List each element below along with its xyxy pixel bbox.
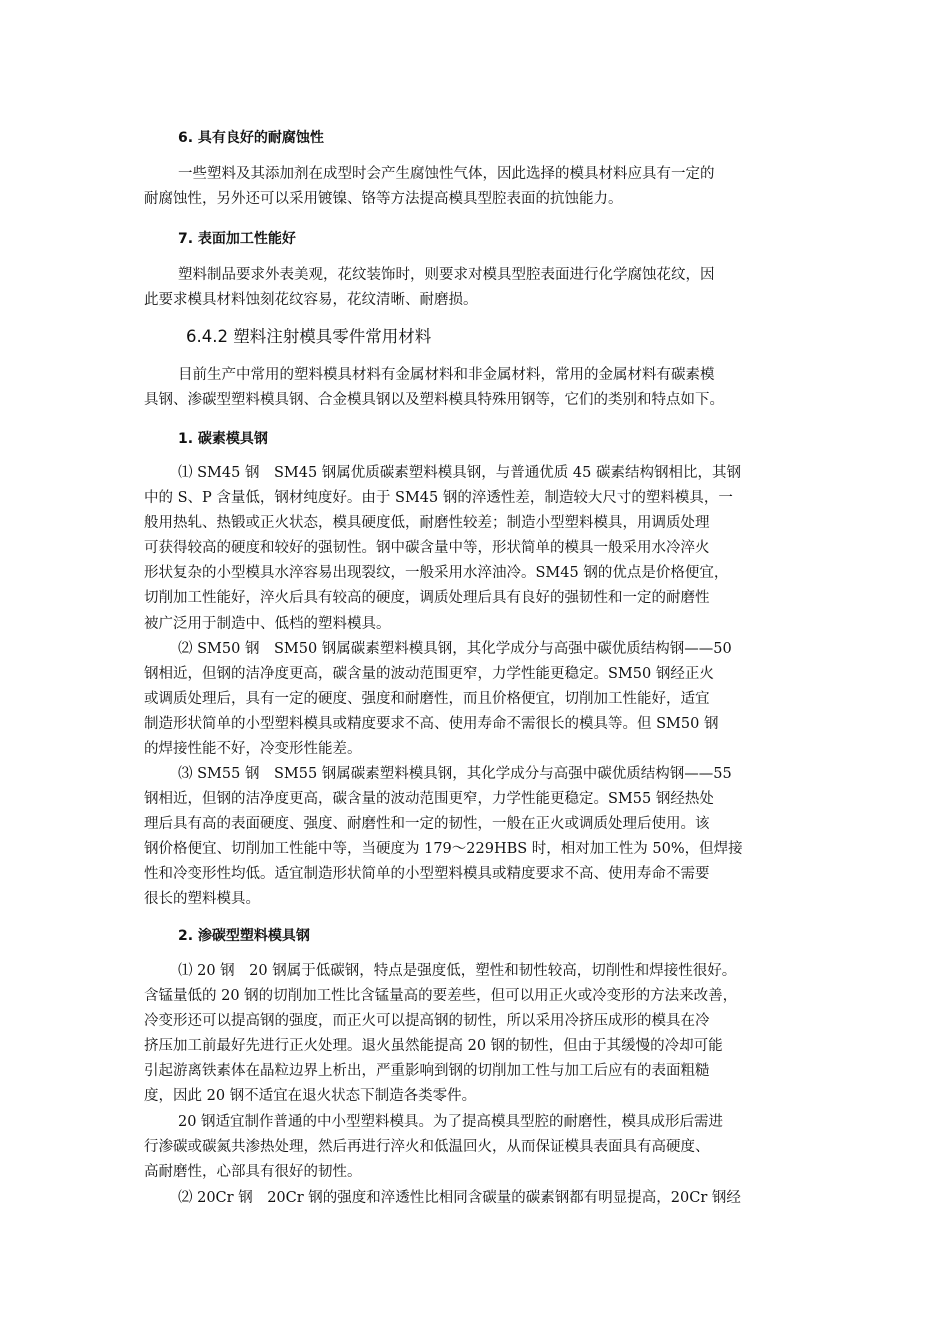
text-line: 被广泛用于制造中、低档的塑料模具。 (144, 615, 391, 632)
heading-surface-machinability: 7. 表面加工性能好 (178, 231, 296, 247)
text-line: 具钢、渗碳型塑料模具钢、合金模具钢以及塑料模具特殊用钢等，它们的类别和特点如下。 (144, 392, 724, 409)
text-line: 20 钢适宜制作普通的中小型塑料模具。为了提高模具型腔的耐磨性，模具成形后需进 (178, 1114, 724, 1130)
heading-carbon-steel: 1. 碳素模具钢 (178, 431, 268, 447)
text-line: 制造形状简单的小型塑料模具或精度要求不高、使用寿命不需很长的模具等。但 SM50 钢 (144, 716, 719, 733)
heading-corrosion-resistance: 6. 具有良好的耐腐蚀性 (178, 130, 324, 146)
text-line: 钢价格便宜、切削加工性能中等，当硬度为 179～229HBS 时，相对加工性为 50%，但焊接 (144, 841, 743, 858)
text-line: 度，因此 20 钢不适宜在退火状态下制造各类零件。 (144, 1088, 477, 1105)
text-line: 中的 S、P 含量低，钢材纯度好。由于 SM45 钢的淬透性差，制造较大尺寸的塑料模具，一 (144, 490, 733, 507)
text-line: 的焊接性能不好，冷变形性能差。 (144, 741, 362, 758)
paragraph-sm50 (144, 637, 824, 762)
text-line: ⑴ 20 钢 20 钢属于低碳钢，特点是强度低，塑性和韧性较高，切削性和焊接性很好。 (178, 963, 737, 979)
paragraph-20-steel-use (144, 1110, 824, 1185)
text-line: ⑴ SM45 钢 SM45 钢属优质碳素塑料模具钢，与普通优质 45 碳素结构钢相比，其钢 (178, 465, 741, 481)
text-line: 含锰量低的 20 钢的切削加工性比含锰量高的要差些，但可以用正火或冷变形的方法来改善， (144, 988, 738, 1005)
text-line: 切削加工性能好，淬火后具有较高的硬度，调质处理后具有良好的强韧性和一定的耐磨性 (144, 590, 710, 607)
text-line: 此要求模具材料蚀刻花纹容易，花纹清晰、耐磨损。 (144, 292, 478, 309)
text-line: ⑵ SM50 钢 SM50 钢属碳素塑料模具钢，其化学成分与高强中碳优质结构钢——50 (178, 641, 732, 657)
text-line: 般用热轧、热锻或正火状态，模具硬度低，耐磨性较差；制造小型塑料模具，用调质处理 (144, 515, 710, 532)
text-line: 理后具有高的表面硬度、强度、耐磨性和一定的韧性，一般在正火或调质处理后使用。该 (144, 816, 710, 833)
text-line: 冷变形还可以提高钢的强度，而正火可以提高钢的韧性，所以采用冷挤压成形的模具在冷 (144, 1013, 710, 1030)
text-line: 钢相近，但钢的洁净度更高，碳含量的波动范围更窄，力学性能更稳定。SM55 钢经热处 (144, 791, 714, 808)
paragraph-surface (144, 263, 824, 313)
text-line: 耐腐蚀性，另外还可以采用镀镍、铬等方法提高模具型腔表面的抗蚀能力。 (144, 191, 623, 208)
text-line: 塑料制品要求外表美观，花纹装饰时，则要求对模具型腔表面进行化学腐蚀花纹，因 (178, 267, 715, 283)
paragraph-sm55 (144, 762, 824, 913)
text-line: 性和冷变形性均低。适宜制造形状简单的小型塑料模具或精度要求不高、使用寿命不需要 (144, 866, 710, 883)
heading-carburizing-steel: 2. 渗碳型塑料模具钢 (178, 928, 310, 944)
text-line: 很长的塑料模具。 (144, 891, 260, 908)
text-line: 高耐磨性，心部具有很好的韧性。 (144, 1164, 362, 1181)
text-line: 钢相近，但钢的洁净度更高，碳含量的波动范围更窄，力学性能更稳定。SM50 钢经正火 (144, 666, 714, 683)
text-line: 引起游离铁素体在晶粒边界上析出，严重影响到钢的切削加工性与加工后应有的表面粗糙 (144, 1063, 710, 1080)
text-line: 可获得较高的硬度和较好的强韧性。钢中碳含量中等，形状简单的模具一般采用水冷淬火 (144, 540, 710, 557)
text-line: ⑵ 20Cr 钢 20Cr 钢的强度和淬透性比相同含碳量的碳素钢都有明显提高，20Cr 钢经 (178, 1190, 741, 1206)
paragraph-20cr-steel (144, 1186, 824, 1211)
paragraph-corrosion (144, 162, 824, 212)
section-title: 6.4.2 塑料注射模具零件常用材料 (186, 327, 432, 346)
text-line: 挤压加工前最好先进行正火处理。退火虽然能提高 20 钢的韧性，但由于其缓慢的冷却可能 (144, 1038, 723, 1055)
paragraph-20-steel (144, 959, 824, 1110)
paragraph-intro (144, 363, 824, 413)
paragraph-sm45 (144, 461, 824, 637)
text-line: 行渗碳或碳氮共渗热处理，然后再进行淬火和低温回火，从而保证模具表面具有高硬度、 (144, 1139, 710, 1156)
text-line: 目前生产中常用的塑料模具材料有金属材料和非金属材料，常用的金属材料有碳素模 (178, 367, 715, 383)
text-line: 或调质处理后，具有一定的硬度、强度和耐磨性，而且价格便宜，切削加工性能好，适宜 (144, 691, 710, 708)
text-line: 一些塑料及其添加剂在成型时会产生腐蚀性气体，因此选择的模具材料应具有一定的 (178, 166, 715, 182)
text-line: ⑶ SM55 钢 SM55 钢属碳素塑料模具钢，其化学成分与高强中碳优质结构钢——55 (178, 766, 732, 782)
text-line: 形状复杂的小型模具水淬容易出现裂纹，一般采用水淬油冷。SM45 钢的优点是价格便宜， (144, 565, 729, 582)
